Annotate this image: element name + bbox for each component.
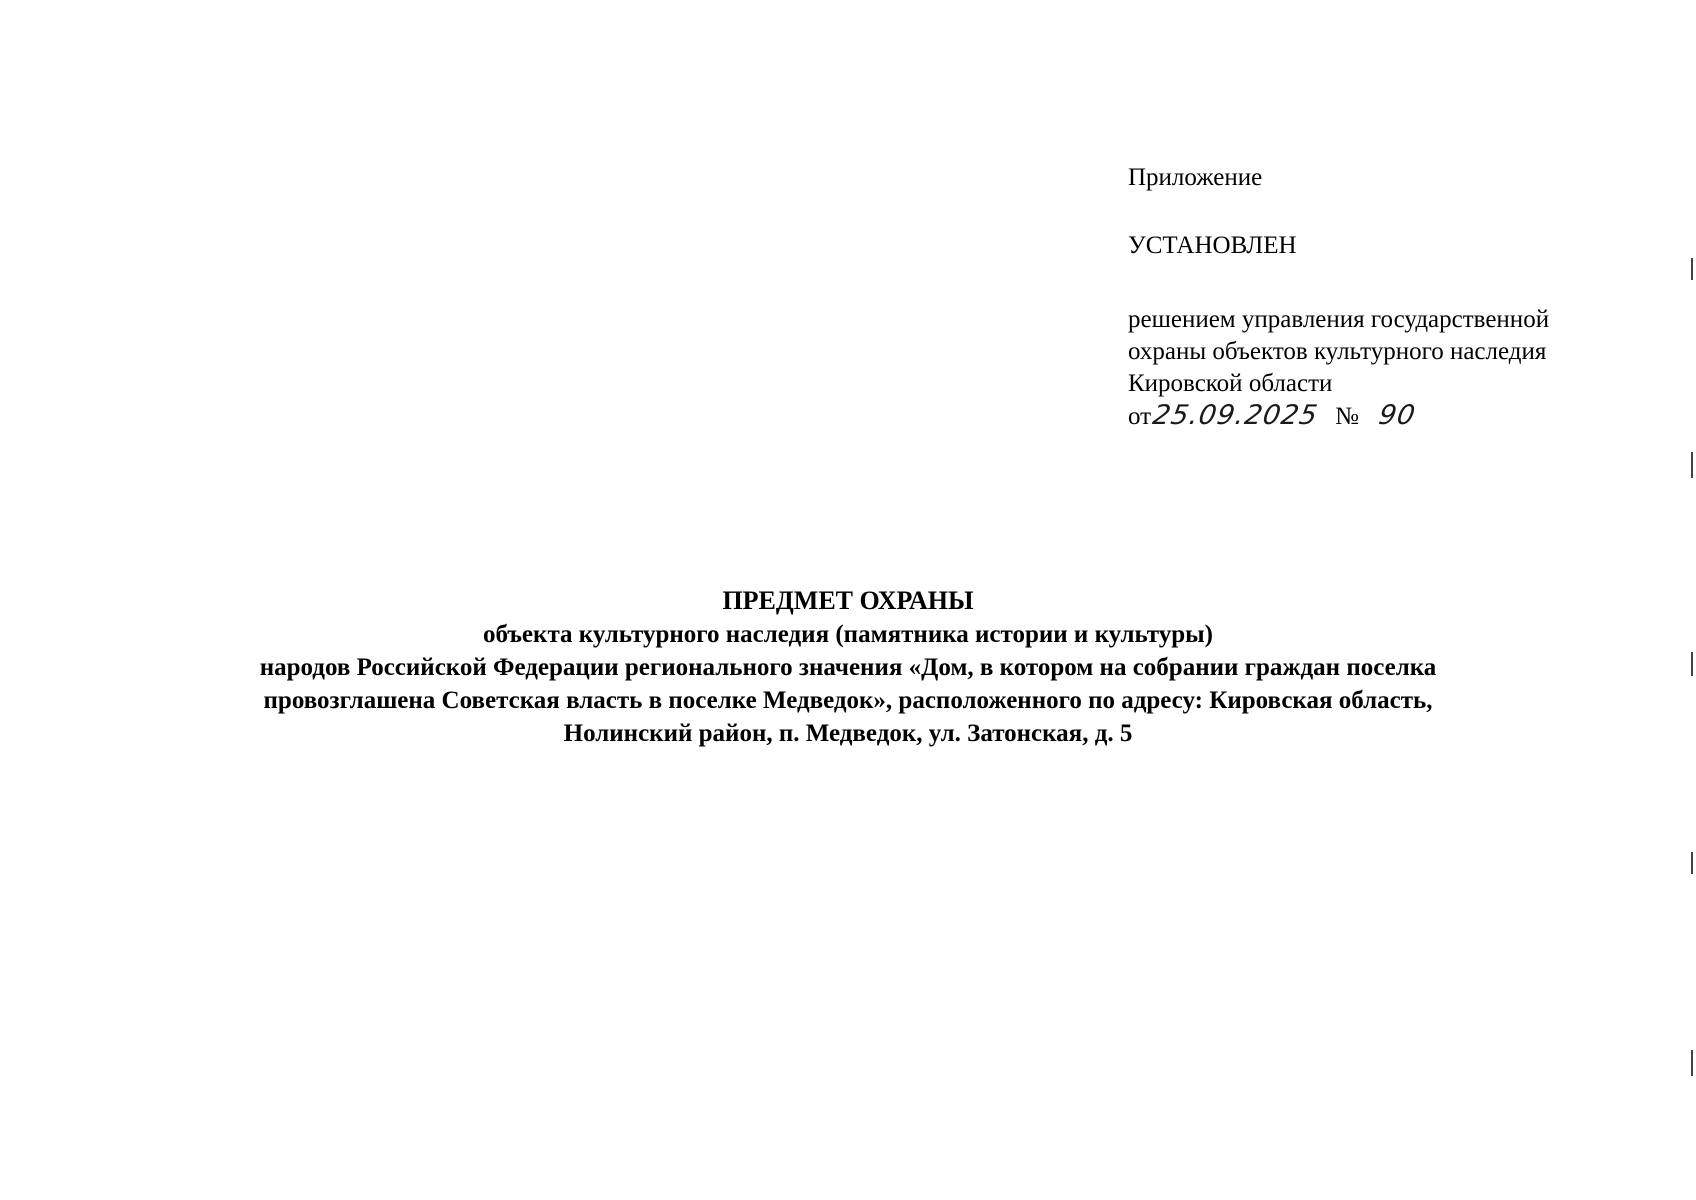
date-prefix: от (1128, 403, 1152, 430)
scan-edge-mark (1691, 652, 1693, 676)
title-line: Нолинский район, п. Медведок, ул. Затонская, д. 5 (563, 720, 1133, 747)
approval-block (1128, 162, 1648, 431)
title-block (0, 584, 1696, 750)
decision-line: Кировской области (1128, 370, 1333, 397)
scan-edge-mark (1691, 1050, 1693, 1076)
scan-edge-mark (1691, 852, 1693, 874)
title-line: народов Российской Федерации регионального значения «Дом, в котором на собрании граждан поселка (259, 654, 1437, 681)
decision-line: охраны объектов культурного наследия (1128, 338, 1547, 365)
number-sign: № (1335, 403, 1359, 430)
appendix-label: Приложение (1128, 164, 1263, 191)
date-line (1128, 400, 1419, 436)
established-label: УСТАНОВЛЕН (1128, 232, 1297, 259)
scan-edge-mark (1691, 258, 1693, 280)
document-title: ПРЕДМЕТ ОХРАНЫ (722, 586, 974, 615)
handwritten-date: 25.09.2025 (1150, 400, 1321, 431)
scan-edge-mark (1691, 452, 1693, 478)
title-line: провозглашена Советская власть в поселке Медведок», расположенного по адресу: Кировская область, (263, 687, 1433, 714)
title-line: объекта культурного наследия (памятника истории и культуры) (482, 621, 1213, 648)
decision-line: решением управления государственной (1128, 306, 1550, 333)
handwritten-number: 90 (1376, 400, 1419, 431)
decision-text (1128, 304, 1648, 400)
